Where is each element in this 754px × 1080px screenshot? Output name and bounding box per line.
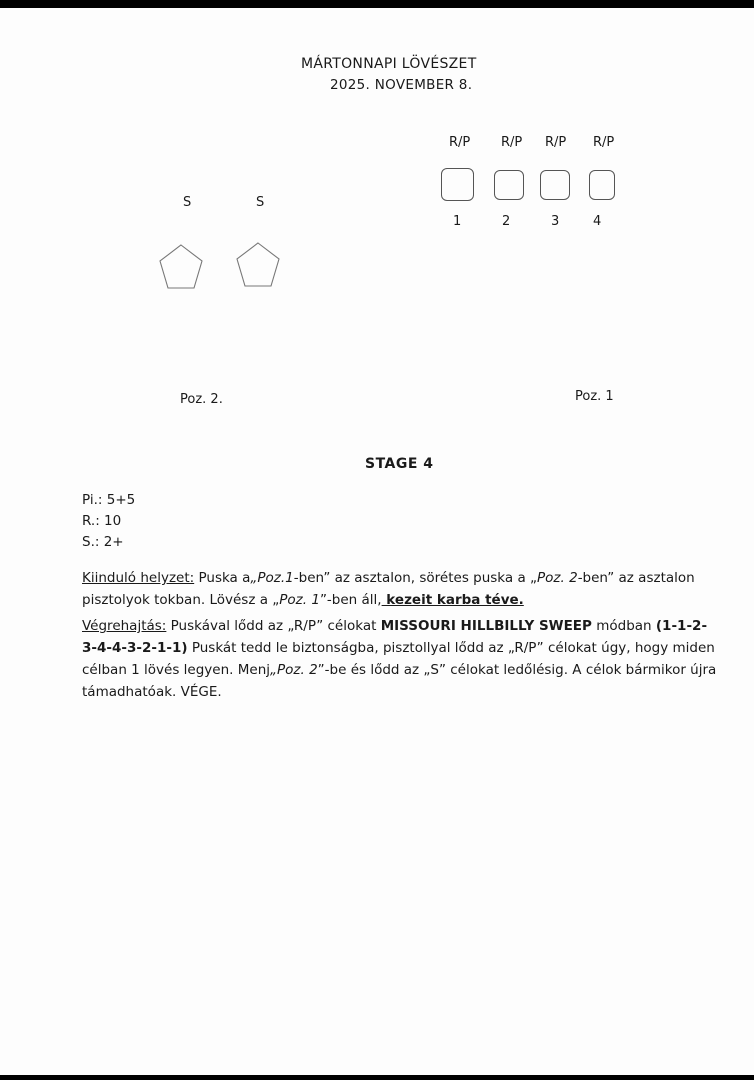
info-rifle: R.: 10	[82, 513, 122, 529]
s-target-pentagon-1	[157, 242, 205, 292]
document-title: MÁRTONNAPI LÖVÉSZET	[301, 56, 477, 72]
start-text-5: -ben” az asztalon pisztolyok tokban. Lövész a „	[82, 570, 695, 608]
start-text-2: „Poz.1	[250, 570, 294, 586]
document-page	[0, 8, 754, 1075]
exec-text-3: módban	[591, 618, 656, 634]
start-text-4: Poz. 2	[537, 570, 578, 586]
exec-text-7: ”-be és lődd az „S” célokat ledőlésig. A célok bármikor újra támadhatóak. VÉGE.	[82, 662, 717, 700]
exec-text-6: „Poz. 2	[270, 662, 318, 678]
rp-target-label-3: R/P	[545, 135, 567, 150]
execution-paragraph	[82, 615, 722, 703]
info-pistol: Pi.: 5+5	[82, 492, 136, 508]
rp-target-1	[441, 168, 474, 201]
rp-target-3	[540, 170, 570, 200]
position-2-label: Poz. 2.	[180, 392, 223, 407]
start-text-3: -ben” az asztalon, sörétes puska a „	[293, 570, 538, 586]
exec-text-4: (1-1-2-3-4-4-3-2-1-1)	[82, 618, 708, 656]
rp-target-number-3: 3	[551, 214, 560, 229]
rp-target-2	[494, 170, 524, 200]
start-text-1: Puska a	[194, 570, 251, 586]
start-text-8: kezeit karba téve.	[381, 592, 524, 608]
s-target-label-2: S	[256, 195, 265, 210]
starting-position-paragraph	[82, 567, 722, 611]
rp-target-label-1: R/P	[449, 135, 471, 150]
rp-target-number-2: 2	[502, 214, 511, 229]
starting-position-heading: Kiinduló helyzet:	[82, 570, 195, 586]
stage-title: STAGE 4	[365, 456, 434, 472]
rp-target-label-4: R/P	[593, 135, 615, 150]
execution-heading: Végrehajtás:	[82, 618, 167, 634]
s-target-pentagon-2	[234, 240, 282, 290]
position-1-label: Poz. 1	[575, 389, 614, 404]
rp-target-4	[589, 170, 615, 200]
rp-target-label-2: R/P	[501, 135, 523, 150]
exec-text-1: Puskával lődd az „R/P” célokat	[166, 618, 381, 634]
rp-target-number-4: 4	[593, 214, 602, 229]
start-text-6: Poz. 1	[279, 592, 320, 608]
exec-text-2: MISSOURI HILLBILLY SWEEP	[380, 618, 592, 634]
s-target-label-1: S	[183, 195, 192, 210]
start-text-7: ”-ben áll,	[319, 592, 382, 608]
rp-target-number-1: 1	[453, 214, 462, 229]
exec-text-5: Puskát tedd le biztonságba, pisztollyal lődd az „R/P” célokat úgy, hogy miden célban 1 lövés legyen. Menj	[82, 640, 715, 678]
document-date: 2025. NOVEMBER 8.	[330, 77, 473, 93]
info-shotgun: S.: 2+	[82, 534, 124, 550]
